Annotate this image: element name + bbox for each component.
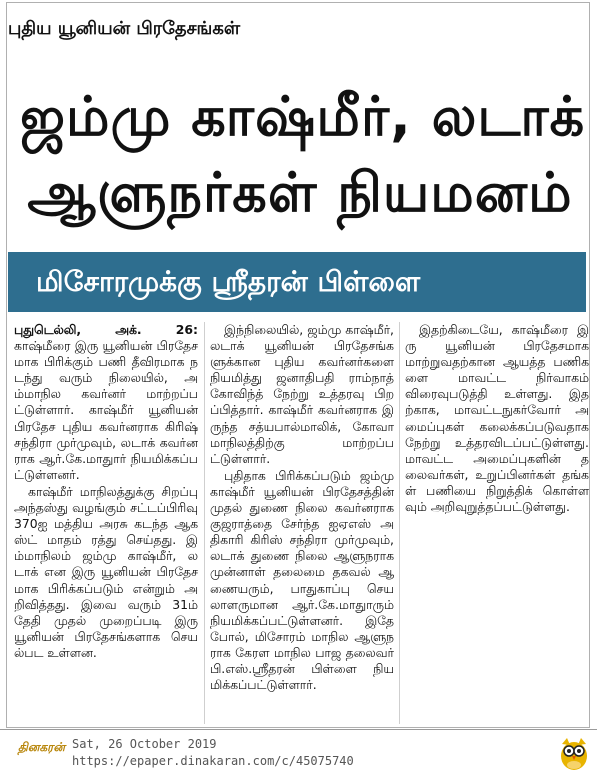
paragraph-1: புதுடெல்லி, அக். 26: காஷ்மீரை இரு யூனியன் பிரதேசமாக பிரிக்கும் பணி தீவிரமாக நடந்து வரும் நிலையில், அம்மாநில கவர்னர் மாற்றப்பட்டுள்ளார். காஷ்மீர் யூனியன் பிரதேச புதிய கவர்னராக கிரிஷ் சந்திரா முர்முவும், லடாக் கவர்னராக ஆர்.கே.மாதுார் நியமிக்கப்பட்டுள்ளனர்.: [14, 322, 198, 482]
footer-meta: [72, 736, 354, 770]
footer: [0, 729, 597, 776]
paragraph-5: இதற்கிடையே, காஷ்மீரை இரு யூனியன் பிரதேசமாக மாற்றுவதற்கான ஆயத்த பணிகளை மாவட்ட நிர்வாகம் விரைவுபடுத்தி உள்ளது. இதற்காக, மாவட்டநுகர்வோர் அமைப்புகள் கலைக்கப்படுவதாக நேற்று உத்தரவிடப்பட்டுள்ளது. மாவட்ட அமைப்புகளின் தலைவர்கள், உறுப்பினர்கள் தங்கள் பணியை நிறுத்திக் கொள்ளவும் அறிவுறுத்தப்பட்டுள்ளது.: [405, 322, 589, 515]
paragraph-4: புதிதாக பிரிக்கப்படும் ஜம்மு காஷ்மீர் யூனியன் பிரதேசத்தின் முதல் துணை நிலை கவர்னராக குஜராத்தை சேர்ந்த ஐஏஎஸ் அதிகாரி கிரிஸ் சந்திரா முர்முவும், லடாக் துணை நிலை ஆளுநராக முன்னாள் தலைமை தகவல் ஆணையரும், பாதுகாப்பு செயலாளருமான ஆர்.கே.மாதுாரும் நியமிக்கப்பட்டுள்ளனர். இதே போல், மிசோரம் மாநில ஆளுநராக கேரள மாநில பாஜ தலைவர் பி.எஸ்.ஸ்ரீதரன் பிள்ளை நியமிக்கப்பட்டுள்ளார்.: [210, 467, 394, 693]
paragraph-2: காஷ்மீர் மாநிலத்துக்கு சிறப்பு அந்தஸ்து வழங்கும் சட்டப்பிரிவு 370ஐ மத்திய அரசு கடந்த ஆகஸ்ட் மாதம் ரத்து செய்தது. இம்மாநிலம் ஜம்மு காஷ்மீர், லடாக் என இரு யூனியன் பிரதேசமாக பிரிக்கப்படும் என்றும் அறிவித்தது. இவை வரும் 31ம் தேதி முதல் முறைப்படி இரு யூனியன் பிரதேசங்களாக செயல்பட உள்ளன.: [14, 483, 198, 660]
kicker: புதிய யூனியன் பிரதேசங்கள்: [8, 18, 241, 39]
headline-line-1: ஜம்மு காஷ்மீர், லடாக்: [20, 85, 586, 148]
edition-date: Sat, 26 October 2019: [72, 737, 217, 751]
article-column-1: [14, 322, 198, 722]
subheadline-band: [8, 252, 586, 312]
epaper-url[interactable]: https://epaper.dinakaran.com/c/45075740: [72, 754, 354, 768]
dateline: புதுடெல்லி, அக். 26:: [14, 322, 198, 337]
article-column-2: [210, 322, 394, 722]
dinakaran-logo[interactable]: தினகரன்: [18, 740, 65, 754]
column-divider: [399, 322, 400, 724]
paragraph-3: இந்நிலையில், ஜம்மு காஷ்மீர், லடாக் யூனியன் பிரதேசங்களுக்கான புதிய கவர்னர்களை நியமித்து ஜனாதிபதி ராம்நாத் கோவிந்த் நேற்று உத்தரவு பிறப்பித்தார். காஷ்மீர் கவர்னராக இருந்த சத்யபால்மாலிக், கோவா மாநிலத்திற்கு மாற்றப்பட்டுள்ளார்.: [210, 322, 394, 466]
owl-icon: [558, 734, 590, 772]
column-divider: [204, 322, 205, 724]
subheadline: மிசோரமுக்கு ஸ்ரீதரன் பிள்ளை: [36, 265, 421, 298]
article-column-3: [405, 322, 589, 722]
headline-line-2: ஆளுநர்கள் நியமனம்: [27, 161, 573, 224]
